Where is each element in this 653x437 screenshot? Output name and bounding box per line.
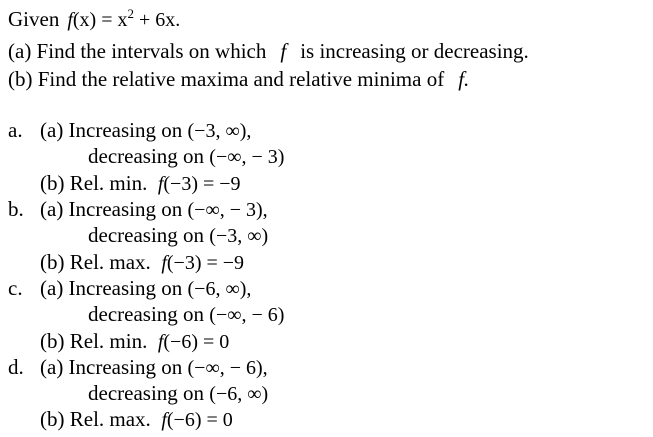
extremum-value: f(−3) = −9	[157, 173, 241, 195]
extremum-value: f(−6) = 0	[157, 331, 230, 353]
choice-letter: d.	[8, 355, 24, 379]
choice-b-extrema-line: (b) Rel. max. f(−3) = −9	[40, 250, 245, 274]
interval: (−∞, − 6),	[187, 357, 268, 379]
choice-b-increasing-line: b. (a) Increasing on (−∞, − 3),	[8, 197, 268, 221]
choice-letter: c.	[8, 276, 23, 300]
choice-letter: a.	[8, 118, 23, 142]
choice-a-increasing-line: a. (a) Increasing on (−3, ∞),	[8, 118, 252, 142]
choice-b-decreasing-line: decreasing on (−3, ∞)	[88, 223, 269, 247]
choice-letter: b.	[8, 197, 24, 221]
interval: (−6, ∞),	[187, 278, 252, 300]
interval: (−∞, − 3)	[209, 146, 285, 168]
choice-a-extrema-line: (b) Rel. min. f(−3) = −9	[40, 171, 241, 195]
question-part-b: (b) Find the relative maxima and relative minima of f.	[8, 67, 470, 91]
choice-c-increasing-line: c. (a) Increasing on (−6, ∞),	[8, 276, 252, 300]
question-given-line	[8, 6, 180, 32]
interval: (−3, ∞),	[187, 120, 252, 142]
interval: (−3, ∞)	[209, 225, 269, 247]
choice-c-decreasing-line: decreasing on (−∞, − 6)	[88, 302, 285, 326]
given-expression: $f(x) = x^2 + 6x$.	[67, 6, 181, 31]
extremum-value: f(−6) = 0	[161, 409, 233, 431]
interval: (−6, ∞)	[209, 383, 269, 405]
given-label: Given	[8, 7, 60, 31]
choice-d-decreasing-line: decreasing on (−6, ∞)	[88, 381, 269, 405]
function-var: f.	[458, 67, 470, 91]
choice-c-extrema-line: (b) Rel. min. f(−6) = 0	[40, 329, 230, 353]
choice-d-extrema-line: (b) Rel. max. f(−6) = 0	[40, 407, 233, 431]
extremum-value: f(−3) = −9	[161, 252, 245, 274]
choice-d-increasing-line: d. (a) Increasing on (−∞, − 6),	[8, 355, 268, 379]
choice-a-decreasing-line: decreasing on (−∞, − 3)	[88, 144, 285, 168]
question-part-a: (a) Find the intervals on which f is increasing or decreasing.	[8, 39, 529, 63]
interval: (−∞, − 6)	[209, 304, 285, 326]
function-var: f	[280, 39, 287, 63]
interval: (−∞, − 3),	[187, 199, 268, 221]
